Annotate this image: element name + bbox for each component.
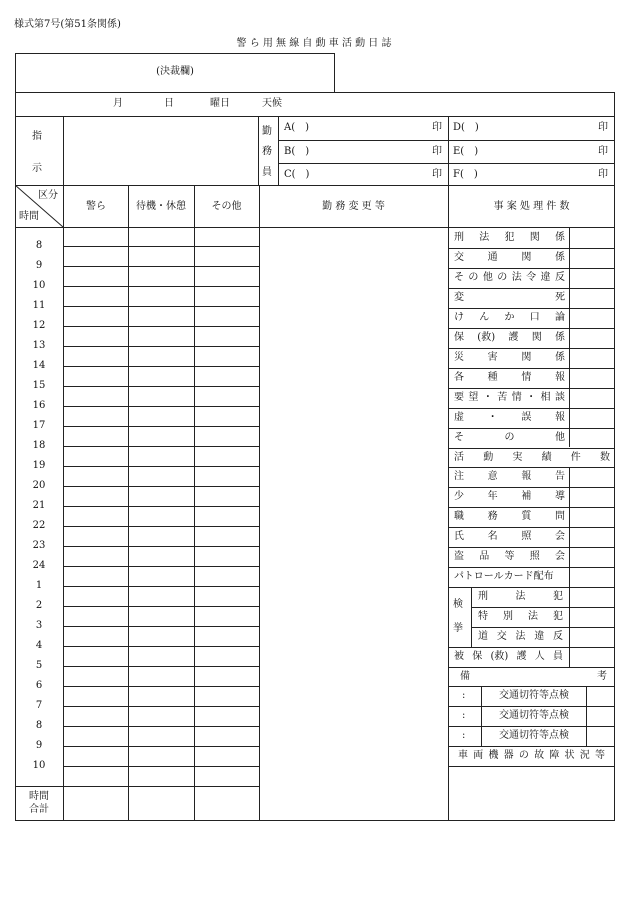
arrest-special-count[interactable] bbox=[570, 608, 614, 626]
time-row-line bbox=[63, 266, 259, 267]
case-disaster-label: 災 害 関 係 bbox=[454, 352, 565, 363]
time-row-line bbox=[63, 526, 259, 527]
staff-e-field[interactable]: E( ) bbox=[453, 146, 479, 157]
duty-change-header: 勤 務 変 更 等 bbox=[322, 201, 385, 212]
time-row-line bbox=[63, 646, 259, 647]
case-traffic-count[interactable] bbox=[570, 249, 614, 267]
day-label: 日 bbox=[164, 98, 174, 109]
case-traffic-label: 交 通 関 係 bbox=[454, 252, 565, 263]
remarks-check-3-label: 交通切符等点検 bbox=[499, 730, 569, 741]
activity-questioning-label: 職 務 質 問 bbox=[454, 511, 565, 522]
time-row-line bbox=[63, 246, 259, 247]
hour-label: 17 bbox=[32, 420, 46, 431]
arrest-label-1: 検 bbox=[453, 599, 463, 610]
seal-f: 印 bbox=[598, 169, 608, 180]
time-row-line bbox=[63, 466, 259, 467]
case-count-divider bbox=[569, 227, 570, 447]
hour-label: 21 bbox=[32, 500, 46, 511]
remarks-title-2: 考 bbox=[597, 671, 607, 682]
staff-d-field[interactable]: D( ) bbox=[453, 122, 479, 133]
remarks-check-1-label: 交通切符等点検 bbox=[499, 690, 569, 701]
equipment-label: 車 両 機 器 の 故 障 状 況 等 bbox=[458, 750, 605, 761]
patrol-card-count[interactable] bbox=[570, 568, 614, 586]
hour-label: 24 bbox=[32, 560, 46, 571]
time-row-line bbox=[63, 726, 259, 727]
time-row-line bbox=[63, 386, 259, 387]
hour-label: 6 bbox=[35, 680, 43, 691]
hour-label: 18 bbox=[32, 440, 46, 451]
arrest-label-2: 挙 bbox=[453, 623, 463, 634]
case-protection-count[interactable] bbox=[570, 329, 614, 347]
hour-label: 8 bbox=[35, 240, 43, 251]
hour-label: 2 bbox=[35, 600, 43, 611]
month-label: 月 bbox=[113, 98, 123, 109]
time-row-line bbox=[63, 446, 259, 447]
remarks-check-2-field[interactable] bbox=[588, 707, 614, 725]
time-row-line bbox=[63, 286, 259, 287]
time-row-line bbox=[63, 626, 259, 627]
time-row-line bbox=[63, 306, 259, 307]
arrest-criminal-count[interactable] bbox=[570, 588, 614, 606]
case-criminal-label: 刑 法 犯 関 係 bbox=[454, 232, 565, 243]
staff-b-field[interactable]: B( ) bbox=[284, 146, 310, 157]
case-false-report-label: 虚 ・ 誤 報 bbox=[454, 412, 565, 423]
remarks-colon: : bbox=[462, 690, 466, 701]
weather-label: 天候 bbox=[262, 98, 282, 109]
rescued-label: 被 保 (救) 護 人 員 bbox=[454, 651, 563, 662]
hour-label: 13 bbox=[32, 340, 46, 351]
time-row-line bbox=[63, 766, 259, 767]
instruction-label-1: 指 bbox=[32, 131, 42, 142]
arrest-criminal-label: 刑 法 犯 bbox=[478, 591, 563, 602]
hour-label: 8 bbox=[35, 720, 43, 731]
time-label: 時間 bbox=[19, 211, 39, 222]
time-row-line bbox=[63, 426, 259, 427]
staff-label-2: 務 bbox=[262, 146, 272, 157]
patrol-card-label: パトロールカード配布 bbox=[454, 571, 554, 582]
time-row-line bbox=[63, 406, 259, 407]
staff-label-3: 員 bbox=[262, 167, 272, 178]
activity-name-check-count[interactable] bbox=[570, 528, 614, 546]
hour-label: 7 bbox=[35, 700, 43, 711]
rescued-line bbox=[448, 667, 615, 668]
time-row-line bbox=[63, 366, 259, 367]
case-protection-label: 保 (救) 護 関 係 bbox=[454, 332, 565, 343]
case-unnatural-death-label: 変 死 bbox=[454, 292, 565, 303]
time-row-line bbox=[63, 606, 259, 607]
case-other-label: そ の 他 bbox=[454, 432, 565, 443]
hour-label: 20 bbox=[32, 480, 46, 491]
activity-stolen-check-label: 盗 品 等 照 会 bbox=[454, 551, 565, 562]
hour-label: 10 bbox=[32, 280, 46, 291]
hour-label: 15 bbox=[32, 380, 46, 391]
instruction-label-2: 示 bbox=[32, 163, 42, 174]
hour-label: 16 bbox=[32, 400, 46, 411]
activity-stolen-check-count[interactable] bbox=[570, 548, 614, 566]
case-request-label: 要 望 ・ 苦 情 ・ 相 談 bbox=[454, 392, 565, 403]
activity-caution-count[interactable] bbox=[570, 468, 614, 486]
time-row-line bbox=[63, 546, 259, 547]
seal-b: 印 bbox=[432, 146, 442, 157]
activity-title: 活 動 実 績 件 数 bbox=[454, 452, 610, 463]
time-row-line bbox=[63, 746, 259, 747]
case-quarrel-label: け ん か 口 論 bbox=[454, 312, 565, 323]
hour-label: 23 bbox=[32, 540, 46, 551]
duty-change-field[interactable] bbox=[260, 228, 447, 820]
case-other-count[interactable] bbox=[570, 429, 614, 447]
remarks-divider-1 bbox=[481, 686, 482, 746]
equipment-field[interactable] bbox=[449, 767, 614, 820]
staff-f-field[interactable]: F( ) bbox=[453, 169, 478, 180]
approval-label: (決裁欄) bbox=[156, 66, 194, 77]
staff-c-field[interactable]: C( ) bbox=[284, 169, 310, 180]
hour-label: 10 bbox=[32, 760, 46, 771]
hour-label: 4 bbox=[35, 640, 43, 651]
rescued-count[interactable] bbox=[570, 648, 614, 666]
hour-label: 19 bbox=[32, 460, 46, 471]
case-row-line bbox=[448, 448, 615, 449]
arrest-special-label: 特 別 法 犯 bbox=[478, 611, 563, 622]
time-row-line bbox=[63, 486, 259, 487]
remarks-check-1-field[interactable] bbox=[588, 687, 614, 705]
seal-e: 印 bbox=[598, 146, 608, 157]
time-row-line bbox=[63, 706, 259, 707]
remarks-colon: : bbox=[462, 710, 466, 721]
time-row-line bbox=[63, 326, 259, 327]
time-row-line bbox=[63, 506, 259, 507]
hour-label: 5 bbox=[35, 660, 43, 671]
hour-label: 11 bbox=[32, 300, 46, 311]
hour-label: 3 bbox=[35, 620, 43, 631]
hour-label: 9 bbox=[35, 740, 43, 751]
activity-questioning-count[interactable] bbox=[570, 508, 614, 526]
time-row-line bbox=[63, 566, 259, 567]
weekday-label: 曜日 bbox=[210, 98, 230, 109]
other-header: その他 bbox=[211, 201, 242, 212]
remarks-colon: : bbox=[462, 730, 466, 741]
case-count-header: 事 案 処 理 件 数 bbox=[493, 201, 570, 212]
time-total-label-2: 合計 bbox=[29, 804, 49, 815]
hour-label: 12 bbox=[32, 320, 46, 331]
remarks-divider-2 bbox=[586, 686, 587, 746]
case-request-count[interactable] bbox=[570, 389, 614, 407]
case-other-law-label: そ の 他 の 法 令 違 反 bbox=[454, 272, 565, 283]
seal-c: 印 bbox=[432, 169, 442, 180]
case-info-count[interactable] bbox=[570, 369, 614, 387]
case-quarrel-count[interactable] bbox=[570, 309, 614, 327]
time-row-line bbox=[63, 586, 259, 587]
form-title: 警 ら 用 無 線 自 動 車 活 動 日 誌 bbox=[236, 38, 392, 49]
remarks-row-line bbox=[448, 746, 615, 747]
form-number: 様式第7号(第51条関係) bbox=[14, 19, 121, 30]
case-info-label: 各 種 情 報 bbox=[454, 372, 565, 383]
case-false-report-count[interactable] bbox=[570, 409, 614, 427]
hour-label: 14 bbox=[32, 360, 46, 371]
seal-d: 印 bbox=[598, 122, 608, 133]
time-row-line bbox=[63, 666, 259, 667]
hour-label: 22 bbox=[32, 520, 46, 531]
arrest-traffic-count[interactable] bbox=[570, 628, 614, 646]
standby-header: 待機・休憩 bbox=[136, 201, 186, 212]
case-unnatural-death-count[interactable] bbox=[570, 289, 614, 307]
time-row-line bbox=[63, 686, 259, 687]
activity-juvenile-label: 少 年 補 導 bbox=[454, 491, 565, 502]
total-separator bbox=[15, 786, 259, 787]
activity-count-divider bbox=[569, 467, 570, 667]
case-disaster-count[interactable] bbox=[570, 349, 614, 367]
time-row-line bbox=[63, 346, 259, 347]
patrol-header: 警ら bbox=[86, 201, 106, 212]
activity-juvenile-count[interactable] bbox=[570, 488, 614, 506]
remarks-title-1: 備 bbox=[460, 671, 470, 682]
staff-a-field[interactable]: A( ) bbox=[284, 122, 310, 133]
instruction-field[interactable] bbox=[64, 117, 258, 184]
arrest-traffic-label: 道 交 法 違 反 bbox=[478, 631, 563, 642]
activity-caution-label: 注 意 報 告 bbox=[454, 471, 565, 482]
arrest-divider bbox=[471, 587, 472, 647]
remarks-check-3-field[interactable] bbox=[588, 727, 614, 745]
case-criminal-count[interactable] bbox=[570, 229, 614, 247]
activity-name-check-label: 氏 名 照 会 bbox=[454, 531, 565, 542]
seal-a: 印 bbox=[432, 122, 442, 133]
hour-label: 9 bbox=[35, 260, 43, 271]
case-other-law-count[interactable] bbox=[570, 269, 614, 287]
time-total-label-1: 時間 bbox=[29, 791, 49, 802]
category-label: 区分 bbox=[38, 190, 58, 201]
staff-label-1: 勤 bbox=[262, 126, 272, 137]
remarks-check-2-label: 交通切符等点検 bbox=[499, 710, 569, 721]
hour-label: 1 bbox=[35, 580, 43, 591]
